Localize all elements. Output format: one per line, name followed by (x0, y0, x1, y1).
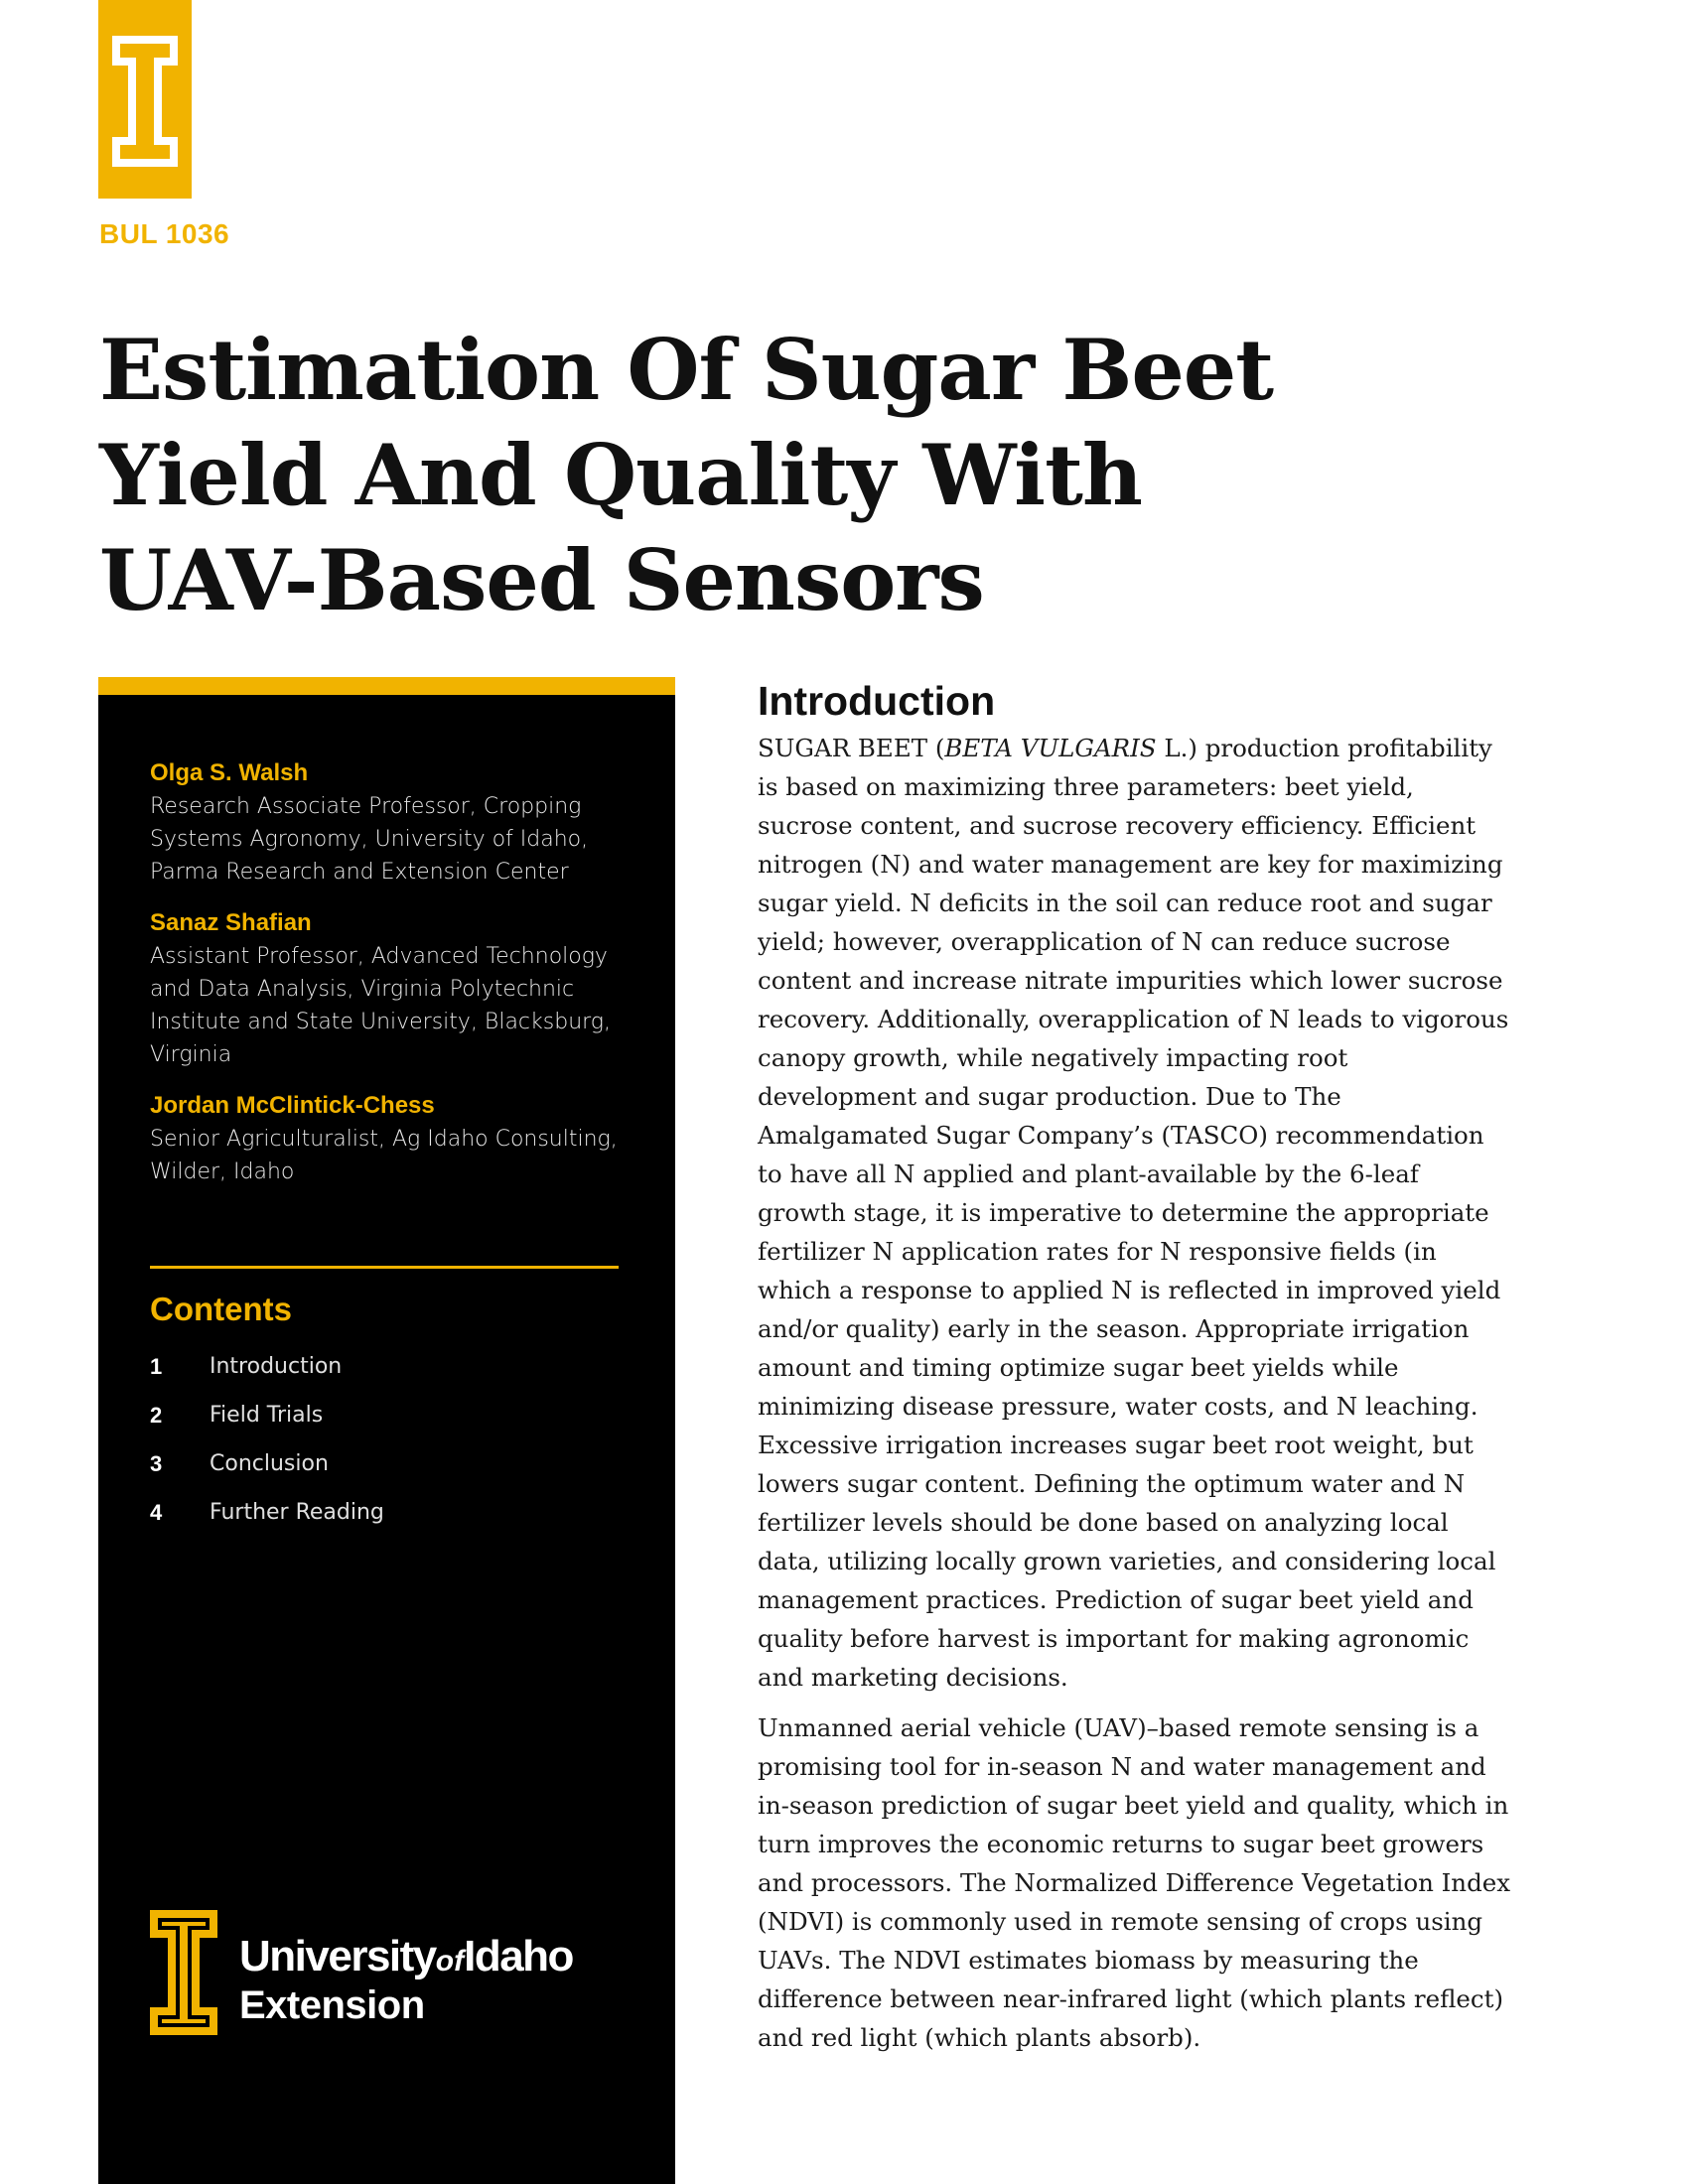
author-list (150, 756, 646, 1206)
logo-unit: Extension (239, 1983, 425, 2027)
title-line: UAV-Based Sensors (99, 531, 984, 629)
para-body: L.) production profitability is based on maximizing three parameters: beet yield, sucrose content, and sucrose recovery efficiency. Efficient nitrogen (N) and water management are key for maximizing sugar yield. N deficits in the soil can reduce root and sugar yield; however, overapplication of N can reduce sucrose content and increase nitrate impurities which lower sucrose recovery. Additionally, overapplication of N leads to vigorous canopy growth, while negatively impacting root development and sugar production. Due to The Amalgamated Sugar Company’s (TASCO) recommendation to have all N applied and plant-available by the 6-leaf growth stage, it is imperative to determine the appropriate fertilizer N application rates for N responsive fields (in which a response to applied N is reflected in improved yield and/or quality) early in the season. Appropriate irrigation amount and timing optimize sugar beet yields while minimizing disease pressure, water costs, and N leaching. Excessive irrigation increases sugar beet root weight, but lowers sugar content. Defining the optimum water and N fertilizer levels should be done based on analyzing local data, utilizing locally grown varieties, and considering local management practices. Prediction of sugar beet yield and quality before harvest is important for making agronomic and marketing decisions. (758, 734, 1509, 1692)
logo-university: University (239, 1932, 436, 1980)
toc-label: Conclusion (210, 1451, 329, 1476)
toc-label: Field Trials (210, 1403, 324, 1428)
toc-number: 3 (150, 1450, 163, 1476)
sidebar-panel (98, 677, 675, 2184)
author-entry (150, 1089, 646, 1188)
para-lead: SUGAR BEET ( (758, 734, 945, 762)
contents-heading: Contents (150, 1291, 292, 1327)
main-content (758, 675, 1512, 2069)
toc-label: Further Reading (210, 1500, 384, 1525)
author-name: Olga S. Walsh (150, 759, 309, 786)
author-name: Sanaz Shafian (150, 909, 312, 936)
toc-item[interactable] (150, 1391, 627, 1439)
author-entry (150, 906, 646, 1071)
toc-item[interactable] (150, 1342, 627, 1391)
intro-paragraph (758, 729, 1512, 1697)
university-extension-logo (148, 1908, 644, 2047)
i-logo-icon (148, 1908, 219, 2037)
logo-state: Idaho (464, 1932, 573, 1980)
logo-of: of (435, 1945, 465, 1978)
author-affiliation: Research Associate Professor, Cropping Systems Agronomy, University of Idaho, Parma Research and Extension Center (150, 794, 589, 885)
author-affiliation: Assistant Professor, Advanced Technology and Data Analysis, Virginia Polytechnic Institute and State University, Blacksburg, Virginia (150, 944, 611, 1067)
university-i-mark (98, 0, 192, 199)
toc-number: 4 (150, 1499, 163, 1525)
toc-item[interactable] (150, 1439, 627, 1488)
toc-number: 2 (150, 1402, 163, 1428)
contents-divider (150, 1266, 619, 1269)
toc-item[interactable] (150, 1488, 627, 1537)
section-heading-introduction: Introduction (758, 678, 996, 724)
intro-paragraph: Unmanned aerial vehicle (UAV)–based remote sensing is a promising tool for in-season N and water management and in-season prediction of sugar beet yield and quality, which in turn improves the economic returns to sugar beet growers and processors. The Normalized Difference Vegetation Index (NDVI) is commonly used in remote sensing of crops using UAVs. The NDVI estimates biomass by measuring the difference between near-infrared light (which plants reflect) and red light (which plants absorb). (758, 1713, 1511, 2052)
logo-wordmark (239, 1932, 573, 1981)
sidebar-top-rule (98, 677, 675, 695)
table-of-contents (150, 1342, 627, 1537)
page-title (99, 318, 1291, 633)
i-logo-icon (108, 32, 182, 171)
title-line: Estimation Of Sugar Beet (99, 321, 1274, 419)
author-entry (150, 756, 646, 888)
toc-number: 1 (150, 1353, 163, 1379)
author-name: Jordan McClintick-Chess (150, 1092, 435, 1119)
bulletin-number: BUL 1036 (99, 218, 230, 249)
species-name: BETA VULGARIS (944, 734, 1157, 762)
title-line: Yield And Quality With (99, 426, 1142, 524)
author-affiliation: Senior Agriculturalist, Ag Idaho Consulting, Wilder, Idaho (150, 1127, 618, 1184)
toc-label: Introduction (210, 1354, 343, 1379)
